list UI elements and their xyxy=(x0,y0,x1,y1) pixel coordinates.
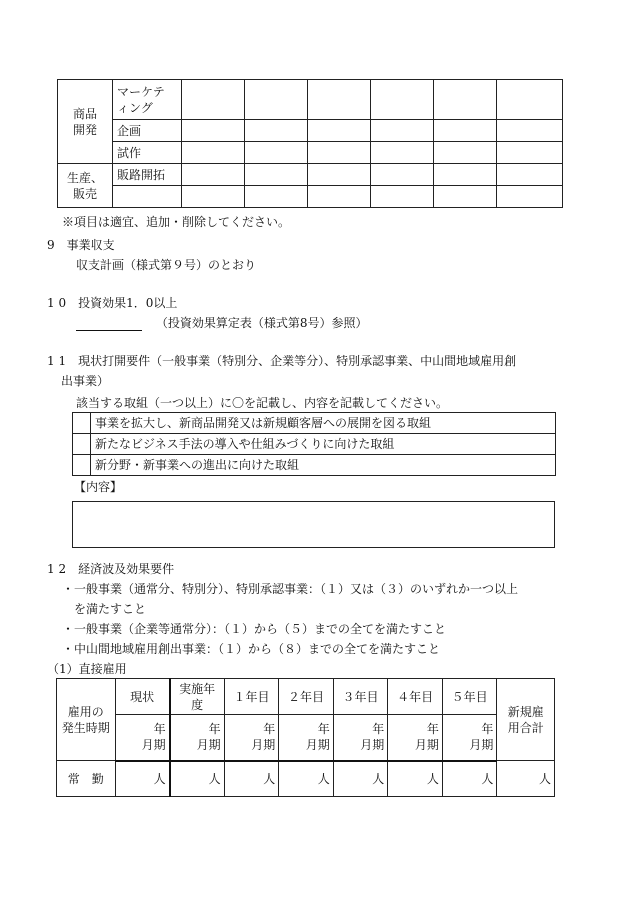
headcount-cell[interactable]: 人 xyxy=(442,761,497,797)
schedule-cell[interactable] xyxy=(434,80,497,120)
schedule-cell[interactable] xyxy=(371,80,434,120)
period-cell-current[interactable]: 年 月期 xyxy=(115,715,170,761)
schedule-cell[interactable] xyxy=(308,142,371,164)
section-9-heading: 9 事業収支 xyxy=(47,238,115,252)
period-cell-year-3[interactable]: 年 月期 xyxy=(333,715,388,761)
schedule-cell[interactable] xyxy=(308,80,371,120)
schedule-cell[interactable] xyxy=(182,186,245,208)
schedule-cell[interactable] xyxy=(371,164,434,186)
section-10-heading: 1 0 投資効果1．0以上 xyxy=(47,296,178,310)
schedule-cell[interactable] xyxy=(308,120,371,142)
schedule-cell[interactable] xyxy=(182,164,245,186)
initiative-check-cell[interactable] xyxy=(73,455,91,476)
schedule-cell[interactable] xyxy=(182,80,245,120)
schedule-cell[interactable] xyxy=(497,164,563,186)
headcount-cell[interactable]: 人 xyxy=(224,761,279,797)
headcount-cell[interactable]: 人 xyxy=(333,761,388,797)
initiative-check-cell[interactable] xyxy=(73,434,91,455)
section-11-heading-cont: 出事業） xyxy=(61,374,110,388)
col-year-5: ５年目 xyxy=(442,679,497,715)
employment-period-header: 雇用の 発生時期 xyxy=(57,679,116,761)
schedule-cell[interactable] xyxy=(434,186,497,208)
col-new-employment-total: 新規雇 用合計 xyxy=(497,679,555,761)
col-current: 現状 xyxy=(115,679,170,715)
row-label-fulltime: 常 勤 xyxy=(57,761,116,797)
schedule-cell[interactable] xyxy=(371,186,434,208)
subsection-direct-employment: （1）直接雇用 xyxy=(47,662,127,676)
investment-effect-blank[interactable] xyxy=(76,318,142,331)
initiative-check-cell[interactable] xyxy=(73,413,91,434)
row-label-sales-channel: 販路開拓 xyxy=(113,164,182,186)
col-implementation-year: 実施年 度 xyxy=(170,679,225,715)
col-year-2: ２年目 xyxy=(279,679,334,715)
schedule-cell[interactable] xyxy=(308,186,371,208)
initiative-option: 新たなビジネス手法の導入や仕組みづくりに向けた取組 xyxy=(91,434,556,455)
headcount-cell[interactable]: 人 xyxy=(170,761,225,797)
section-11-instruction: 該当する取組（一つ以上）に〇を記載し、内容を記載してください。 xyxy=(76,396,449,410)
investment-effect-ref: （投資効果算定表（様式第8号）参照） xyxy=(155,316,368,330)
content-label: 【内容】 xyxy=(74,480,123,494)
initiative-option: 新分野・新事業への進出に向けた取組 xyxy=(91,455,556,476)
schedule-cell[interactable] xyxy=(497,186,563,208)
items-note: ※項目は適宜、追加・削除してください。 xyxy=(62,215,291,229)
section-12-bullet: ・中山間地域雇用創出事業：（１）から（８）までの全てを満たすこと xyxy=(62,642,441,656)
schedule-cell[interactable] xyxy=(371,120,434,142)
initiative-option: 事業を拡大し、新商品開発又は新規顧客層への展開を図る取組 xyxy=(91,413,556,434)
row-label-planning: 企画 xyxy=(113,120,182,142)
col-year-3: ３年目 xyxy=(333,679,388,715)
headcount-cell[interactable]: 人 xyxy=(388,761,443,797)
period-cell-year-4[interactable]: 年 月期 xyxy=(388,715,443,761)
row-label-blank[interactable] xyxy=(113,186,182,208)
schedule-cell[interactable] xyxy=(434,120,497,142)
schedule-cell[interactable] xyxy=(497,80,563,120)
schedule-cell[interactable] xyxy=(245,186,308,208)
schedule-cell[interactable] xyxy=(434,164,497,186)
schedule-cell[interactable] xyxy=(371,142,434,164)
period-cell-year-1[interactable]: 年 月期 xyxy=(224,715,279,761)
section-12-heading: 1 2 経済波及効果要件 xyxy=(47,562,175,576)
schedule-cell[interactable] xyxy=(182,120,245,142)
schedule-cell[interactable] xyxy=(245,142,308,164)
section-11-heading: 1 1 現状打開要件（一般事業（特別分、企業等分）、特別承認事業、中山間地域雇用創 xyxy=(47,354,517,368)
schedule-cell[interactable] xyxy=(245,164,308,186)
schedule-cell[interactable] xyxy=(497,142,563,164)
period-cell-year-5[interactable]: 年 月期 xyxy=(442,715,497,761)
schedule-cell[interactable] xyxy=(497,120,563,142)
investment-effect-line xyxy=(76,314,367,331)
headcount-cell[interactable]: 人 xyxy=(279,761,334,797)
schedule-cell[interactable] xyxy=(308,164,371,186)
schedule-cell[interactable] xyxy=(245,120,308,142)
headcount-cell[interactable]: 人 xyxy=(497,761,555,797)
group-label-product-dev: 商品 開発 xyxy=(58,80,113,164)
schedule-cell[interactable] xyxy=(245,80,308,120)
col-year-4: ４年目 xyxy=(388,679,443,715)
schedule-cell[interactable] xyxy=(182,142,245,164)
section-9-body: 収支計画（様式第９号）のとおり xyxy=(76,258,257,272)
group-label-production-sales: 生産、 販売 xyxy=(58,164,113,208)
col-year-1: １年目 xyxy=(224,679,279,715)
section-12-bullet: ・一般事業（通常分、特別分）、特別承認事業：（１）又は（３）のいずれか一つ以上 xyxy=(62,582,519,596)
employment-table xyxy=(56,678,555,797)
headcount-cell[interactable]: 人 xyxy=(115,761,170,797)
schedule-cell[interactable] xyxy=(434,142,497,164)
activity-schedule-table xyxy=(57,79,563,208)
period-cell-implementation[interactable]: 年 月期 xyxy=(170,715,225,761)
period-cell-year-2[interactable]: 年 月期 xyxy=(279,715,334,761)
initiatives-table xyxy=(72,412,556,476)
content-input-box[interactable] xyxy=(72,501,555,548)
row-label-prototype: 試作 xyxy=(113,142,182,164)
section-12-bullet: ・一般事業（企業等通常分）：（１）から（５）までの全てを満たすこと xyxy=(62,622,447,636)
row-label-marketing: マーケテ ィング xyxy=(113,80,182,120)
section-12-bullet-cont: を満たすこと xyxy=(74,602,147,616)
